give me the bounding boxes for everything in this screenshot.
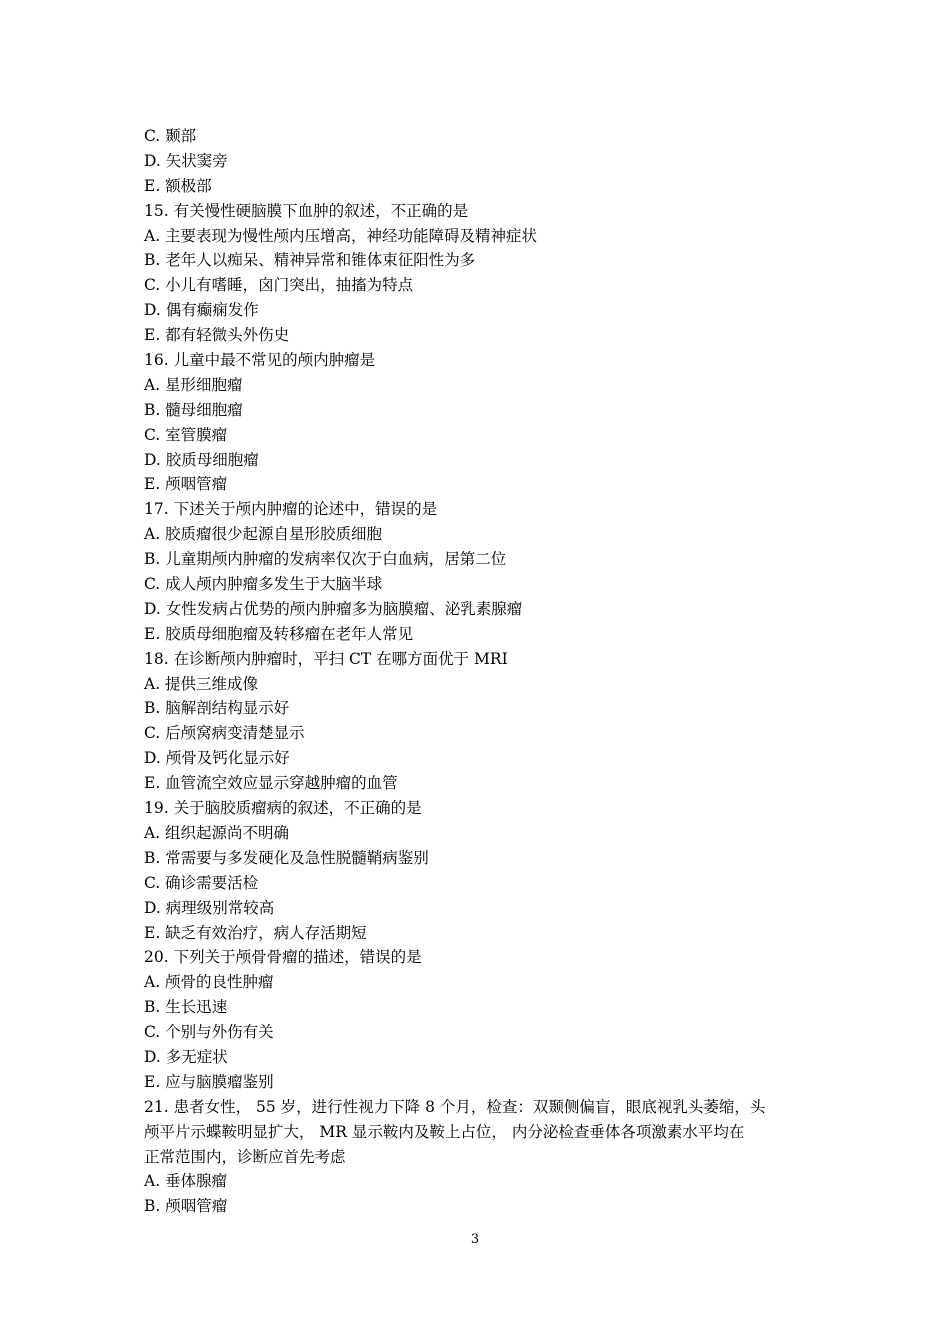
question-19: 19. 关于脑胶质瘤病的叙述，不正确的是 [144, 799, 422, 818]
text-line: A. 颅骨的良性肿瘤 [144, 973, 274, 992]
text-line: B. 髓母细胞瘤 [144, 400, 243, 419]
text-line: E. 颅咽管瘤 [144, 475, 228, 494]
text-line: 正常范围内，诊断应首先考虑 [144, 1147, 346, 1166]
text-line: A. 主要表现为慢性颅内压增高，神经功能障碍及精神症状 [144, 226, 538, 245]
text-line: D. 女性发病占优势的颅内肿瘤多为脑膜瘤、泌乳素腺瘤 [144, 599, 523, 618]
question-17: 17. 下述关于颅内肿瘤的论述中，错误的是 [144, 500, 438, 519]
text-line: A. 胶质瘤很少起源自星形胶质细胞 [144, 525, 383, 544]
text-line: C. 颞部 [144, 127, 197, 145]
question-18: 18. 在诊断颅内肿瘤时，平扫 CT 在哪方面优于 MRI [144, 649, 508, 668]
text-line: C. 个别与外伤有关 [144, 1023, 274, 1042]
text-line: A. 垂体腺瘤 [144, 1172, 228, 1191]
text-line: A. 提供三维成像 [144, 674, 259, 693]
question-15: 15. 有关慢性硬脑膜下血肿的叙述，不正确的是 [144, 201, 469, 220]
question-16: 16. 儿童中最不常见的颅内肿瘤是 [144, 351, 376, 370]
text-line: D. 多无症状 [144, 1047, 228, 1066]
text-line: D. 矢状窦旁 [144, 151, 228, 170]
text-line: A. 星形细胞瘤 [144, 375, 243, 394]
text-line: E. 都有轻微头外伤史 [144, 326, 290, 345]
text-line: D. 病理级别常较高 [144, 898, 275, 917]
text-line: B. 常需要与多发硬化及急性脱髓鞘病鉴别 [144, 848, 429, 867]
text-line: C. 室管膜瘤 [144, 425, 228, 444]
text-line: D. 颅骨及钙化显示好 [144, 749, 290, 768]
text-line: C. 后颅窝病变清楚显示 [144, 724, 305, 743]
page-number: 3 [470, 1232, 480, 1247]
question-21: 21. 患者女性， 55 岁，进行性视力下降 8 个月，检查：双颞侧偏盲，眼底视乳头萎缩，头 [144, 1097, 766, 1116]
text-line: E. 血管流空效应显示穿越肿瘤的血管 [144, 774, 398, 793]
text-line: D. 偶有癫痫发作 [144, 301, 259, 320]
text-line: C. 成人颅内肿瘤多发生于大脑半球 [144, 575, 383, 594]
text-line: E. 缺乏有效治疗，病人存活期短 [144, 923, 367, 942]
text-line: E. 应与脑膜瘤鉴别 [144, 1072, 274, 1091]
text-line: 颅平片示蝶鞍明显扩大， MR 显示鞍内及鞍上占位， 内分泌检查垂体各项激素水平均在 [144, 1122, 745, 1141]
text-line: A. 组织起源尚不明确 [144, 823, 290, 842]
document-body [144, 124, 810, 1219]
text-line: C. 确诊需要活检 [144, 873, 259, 892]
text-line: B. 脑解剖结构显示好 [144, 699, 290, 718]
text-line: B. 儿童期颅内肿瘤的发病率仅次于白血病，居第二位 [144, 550, 507, 569]
question-20: 20. 下列关于颅骨骨瘤的描述，错误的是 [144, 948, 422, 967]
text-line: E. 额极部 [144, 176, 212, 195]
text-line: E. 胶质母细胞瘤及转移瘤在老年人常见 [144, 624, 414, 643]
text-line: B. 颅咽管瘤 [144, 1197, 228, 1216]
text-line: B. 生长迅速 [144, 998, 228, 1017]
text-line: C. 小儿有嗜睡，囟门突出，抽搐为特点 [144, 276, 414, 295]
text-line: B. 老年人以痴呆、精神异常和锥体束征阳性为多 [144, 251, 476, 270]
text-line: D. 胶质母细胞瘤 [144, 450, 259, 469]
